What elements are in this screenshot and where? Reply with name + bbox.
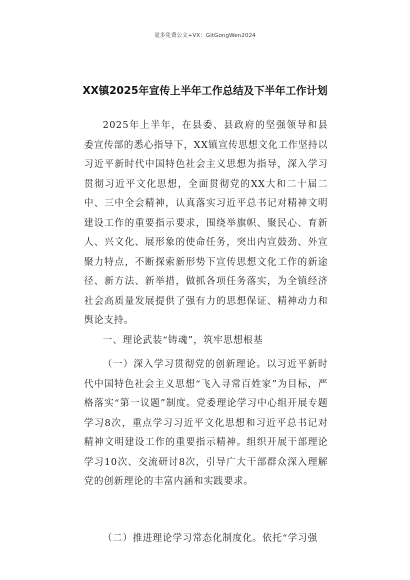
section-heading-text: 一、理论武装“铸魂”，筑牢思想根基 [102,335,264,346]
subsection-1-text: （一）深入学习贯彻党的创新理论。以习近平新时代中国特色社会主义思想“飞入寻常百姓家”为目标，严格落实“第一议题”制度。党委理论学习中心组开展专题学习8次，重点学习习近平文化思想和习近平总书记对精神文明建设工作的重要指示精神。组织开展干部理论学习10次、交流研讨8次，引导广大干部群众深入理解党的创新理论的丰富内涵和实践要求。 [84,359,328,487]
header-note: 更多免费公文+VX：GitGongWen2024 [154,33,256,39]
subsection-1-paragraph [84,355,328,492]
intro-paragraph-text: 2025年上半年，在县委、县政府的坚强领导和县委宣传部的悉心指导下，XX镇宣传思想文化工作坚持以习近平新时代中国特色社会主义思想为指导，深入学习贯彻习近平文化思想，全面贯彻党的XX大和二十届二中、三中全会精神，认真落实习近平总书记对精神文明建设工作的重要指示要求，围绕举旗帜、聚民心、育新人、兴文化、展形象的使命任务，突出内宣鼓劲、外宣聚力特点，不断探索新形势下宣传思想文化工作的新途径、新方法、新举措，做抓各项任务落实，为全镇经济社会高质量发展提供了强有力的思想保证、精神动力和舆论支持。 [84,120,328,326]
subsection-2-text: （二）推进理论学习常态化制度化。依托“学习强 [102,533,318,544]
intro-paragraph [84,116,328,331]
document-title: XX镇2025年宣传上半年工作总结及下半年工作计划 [82,85,328,97]
subsection-2-paragraph [84,529,328,549]
section-heading [84,331,328,351]
